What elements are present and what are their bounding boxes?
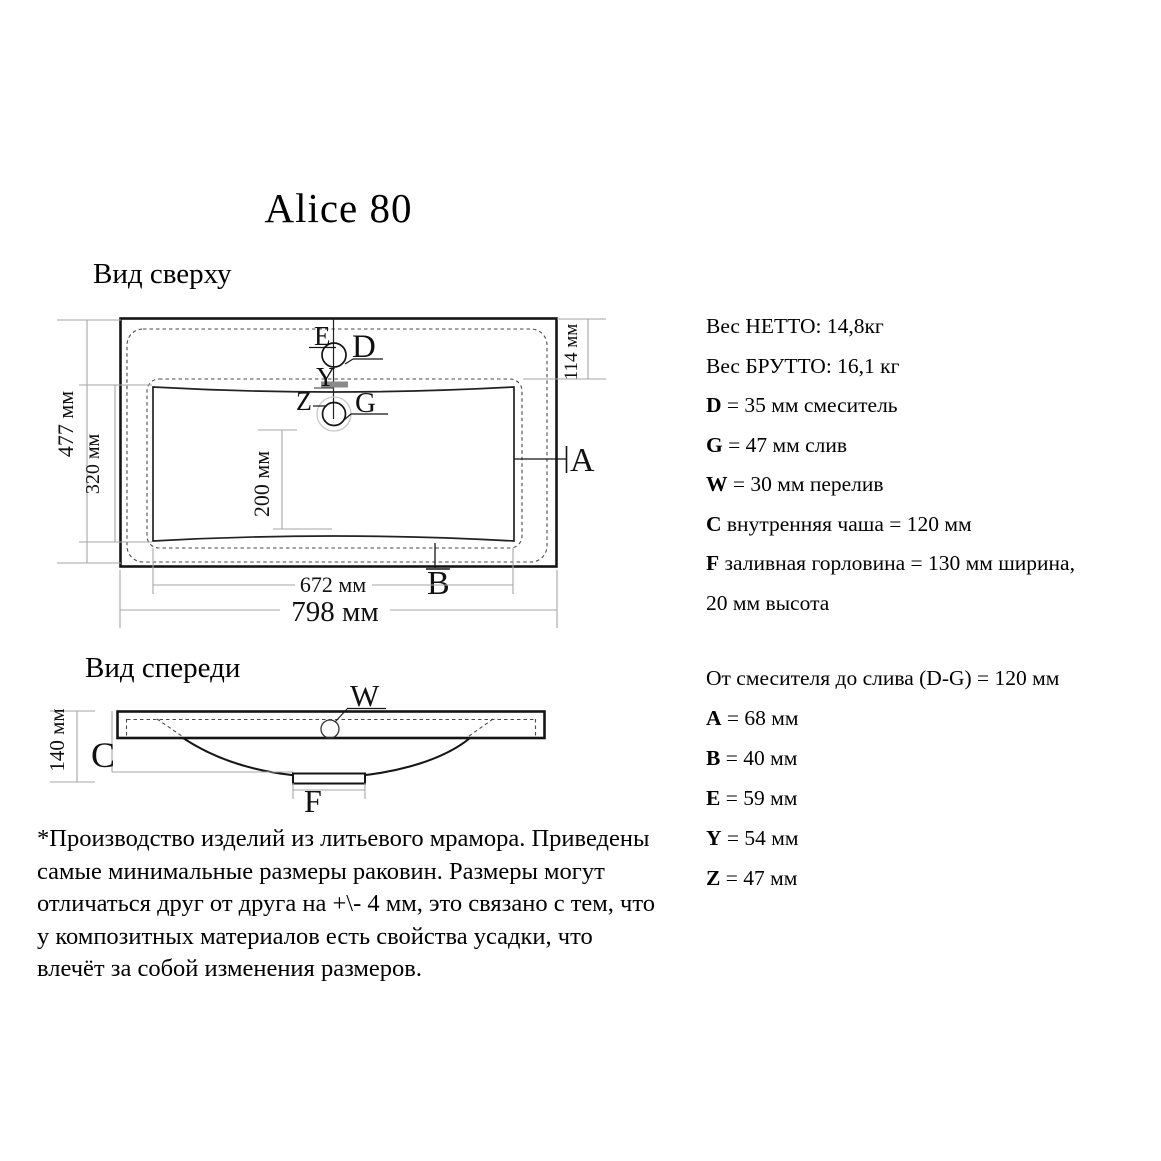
label-c: C: [91, 735, 116, 775]
top-dashed-outline-outer: [127, 329, 547, 562]
top-dashed-outline-bowl: [147, 379, 522, 548]
spec-line: 20 мм высота: [706, 590, 830, 615]
spec-line: От смесителя до слива (D-G) = 120 мм: [706, 666, 1060, 690]
top-outer-rect: [121, 319, 557, 567]
label-y: Y: [316, 362, 336, 392]
top-view-heading: Вид сверху: [93, 258, 232, 290]
spec-block-weights: [706, 307, 1075, 623]
label-w: W: [350, 678, 380, 713]
footnote-line: *Производство изделий из литьевого мрамора. Приведены: [37, 825, 650, 852]
dim-320-text: 320 мм: [82, 433, 104, 495]
dim-114-text: 114 мм: [561, 323, 582, 381]
spec-line: Вес БРУТТО: 16,1 кг: [706, 353, 900, 378]
footnote-line: отличаться друг от друга на +\- 4 мм, это связано с тем, что: [37, 890, 655, 918]
spec-line: Z = 47 мм: [706, 866, 798, 890]
footnote-line: у композитных материалов есть свойства усадки, что: [37, 922, 593, 950]
footnote: [37, 823, 697, 986]
spec-line: A = 68 мм: [706, 706, 799, 730]
label-z: Z: [296, 387, 312, 416]
front-slab: [118, 712, 545, 739]
dim-798-text: 798 мм: [291, 596, 379, 628]
label-a: A: [570, 442, 595, 479]
label-e: E: [314, 321, 331, 351]
spec-line: Y = 54 мм: [706, 826, 799, 850]
spec-line: W = 30 мм перелив: [706, 472, 884, 496]
spec-block-letters: [706, 658, 1059, 898]
spec-line: Вес НЕТТО: 14,8кг: [706, 314, 884, 338]
label-g: G: [355, 387, 376, 419]
label-d: D: [352, 329, 376, 365]
spec-line: B = 40 мм: [706, 746, 798, 770]
top-view-drawing: [53, 318, 606, 628]
front-bowl-curve: [183, 738, 470, 777]
dim-672-text: 672 мм: [299, 572, 367, 597]
dim-200-text: 200 мм: [249, 450, 274, 518]
footnote-line: влечёт за собой изменения размеров.: [37, 955, 422, 983]
footnote-line: самые минимальные размеры раковин. Размеры могут: [37, 857, 605, 885]
spec-line: F заливная горловина = 130 мм ширина,: [706, 551, 1075, 575]
spec-line: C внутренняя чаша = 120 мм: [706, 511, 972, 536]
front-drain-trap: [293, 774, 365, 784]
dim-140-text: 140 мм: [45, 708, 69, 772]
spec-line: G = 47 мм слив: [706, 432, 847, 457]
dim-c-bracket: [112, 711, 293, 772]
label-b: B: [427, 565, 450, 602]
spec-line: D = 35 мм смеситель: [706, 393, 898, 417]
dim-477-text: 477 мм: [53, 390, 78, 458]
label-f: F: [304, 783, 322, 819]
front-view-heading: Вид спереди: [85, 652, 241, 684]
overflow-hole: [321, 720, 339, 738]
front-hidden-lines: [127, 719, 536, 738]
page-title: Alice 80: [264, 185, 413, 231]
spec-line: E = 59 мм: [706, 786, 798, 810]
front-view-drawing: [45, 678, 545, 819]
